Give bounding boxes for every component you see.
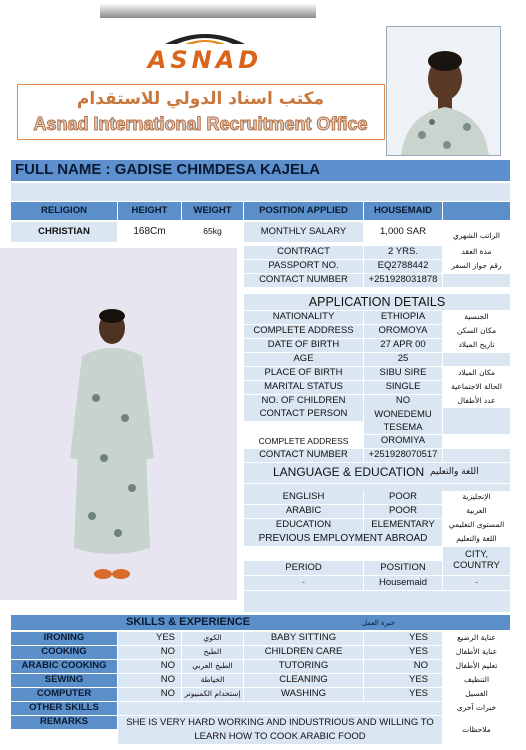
skill-left-label: SEWING	[11, 674, 117, 687]
skill-left-value: NO	[118, 674, 181, 687]
remarks-label: REMARKS	[11, 716, 117, 729]
skill-left-ar: الخياطة	[182, 674, 243, 687]
contact-number-ar	[443, 274, 510, 287]
application-row-ar: تاريخ الميلاد	[458, 340, 495, 350]
contact-number-2-label: CONTACT NUMBER	[244, 449, 363, 462]
contact-person-value: WONEDEMU TESEMA	[364, 408, 442, 434]
skill-left-ar: الكوي	[182, 632, 243, 645]
skills-title-bar	[11, 615, 510, 630]
application-row-label: PLACE OF BIRTH	[244, 367, 363, 380]
period-value: -	[244, 576, 363, 590]
application-row-value: ETHIOPIA	[364, 311, 442, 324]
contact-number-value: +251928031878	[364, 274, 442, 287]
contact-person-label: CONTACT PERSON	[244, 408, 363, 421]
header-religion: RELIGION	[11, 202, 117, 220]
position-value: Housemaid	[364, 576, 442, 590]
previous-employment-ar: اللغة والتعليم	[456, 533, 497, 543]
language-row-ar: الإنجليزية	[462, 492, 491, 502]
previous-employment-label: PREVIOUS EMPLOYMENT ABROAD	[244, 532, 442, 546]
skill-right-value: YES	[364, 674, 442, 687]
skill-right-ar: عناية الأطفال	[455, 647, 498, 657]
height-value: 168Cm	[133, 226, 166, 238]
application-row-value: OROMOYA	[364, 325, 442, 338]
contact-number-2-value: +251928070517	[364, 449, 442, 462]
language-spacer	[244, 484, 510, 491]
header-height: HEIGHT	[118, 202, 181, 220]
application-row-ar: مكان السكن	[456, 326, 497, 336]
skill-right-value: NO	[364, 660, 442, 673]
language-row-label: ENGLISH	[244, 491, 363, 504]
application-row-value: 27 APR 00	[364, 339, 442, 352]
header-position-applied: POSITION APPLIED	[244, 202, 363, 220]
contract-label: CONTRACT	[244, 246, 363, 259]
skill-right-value: YES	[364, 632, 442, 645]
language-row-value: POOR	[364, 505, 442, 518]
skill-right-value: YES	[364, 688, 442, 701]
application-row-value: SIBU SIRE	[364, 367, 442, 380]
monthly-salary-ar: الراتب الشهري	[453, 230, 500, 240]
skill-right-label: CHILDREN CARE	[244, 646, 363, 659]
remarks-ar: ملاحظات	[462, 724, 491, 734]
application-row-label: NO. OF CHILDREN	[244, 395, 363, 408]
header-weight: WEIGHT	[182, 202, 243, 220]
skill-left-value: NO	[118, 660, 181, 673]
skills-title: SKILLS & EXPERIENCE	[126, 616, 251, 628]
skill-left-label: ARABIC COOKING	[11, 660, 117, 673]
full-name-bar	[11, 160, 510, 181]
agency-name-box	[17, 84, 385, 140]
skill-right-ar: عناية الرضيع	[457, 633, 496, 643]
application-row-ar	[443, 353, 510, 366]
skill-right-ar: تعليم الأطفال	[455, 661, 498, 671]
application-row-label: COMPLETE ADDRESS	[244, 325, 363, 338]
skill-left-value: NO	[118, 646, 181, 659]
skill-left-label: COOKING	[11, 646, 117, 659]
other-skills-label: OTHER SKILLS	[11, 702, 117, 715]
header-housemaid: HOUSEMAID	[364, 202, 442, 220]
application-row-value: SINGLE	[364, 381, 442, 394]
monthly-salary-label: MONTHLY SALARY	[244, 222, 363, 242]
language-row-value: ELEMENTARY	[364, 519, 442, 532]
other-skills-ar: خبرات آخرى	[456, 703, 497, 713]
application-row-label: AGE	[244, 353, 363, 366]
logo-text: ASNAD	[147, 46, 263, 74]
experience-filler	[244, 591, 510, 612]
period-col-spacer	[244, 547, 363, 561]
skill-right-label: TUTORING	[244, 660, 363, 673]
application-row-ar: مكان الميلاد	[457, 368, 496, 378]
application-row-value: NO	[364, 395, 442, 408]
city-country-header: CITY, COUNTRY	[443, 547, 510, 575]
application-row-ar: عدد الأطفال	[457, 396, 496, 406]
language-row-label: ARABIC	[244, 505, 363, 518]
language-row-ar: العربية	[466, 506, 487, 516]
religion-value: CHRISTIAN	[11, 222, 117, 242]
logo	[105, 22, 305, 72]
application-row-ar: الجنسية	[464, 312, 489, 322]
spacer-bar	[11, 183, 510, 201]
contact-number-2-ar	[443, 449, 510, 462]
language-title-ar: اللغة والتعليم	[430, 467, 479, 477]
skill-left-label: IRONING	[11, 632, 117, 645]
full-body-photo	[0, 248, 237, 600]
skill-right-label: BABY SITTING	[244, 632, 363, 645]
contract-value: 2 YRS.	[364, 246, 442, 259]
agency-name-ar: مكتب اسناد الدولي للاستقدام	[76, 89, 325, 109]
contact-number-label: CONTACT NUMBER	[244, 274, 363, 287]
passport-ar: رقم جواز السفر	[451, 261, 502, 271]
logo-top-bar	[100, 4, 316, 18]
contact-person-ar	[443, 408, 510, 434]
period-header: PERIOD	[244, 561, 363, 575]
language-row-label: EDUCATION	[244, 519, 363, 532]
language-title: LANGUAGE & EDUCATION	[273, 465, 425, 479]
application-row-label: MARITAL STATUS	[244, 381, 363, 394]
skill-left-ar: الطبخ العربي	[182, 660, 243, 673]
skills-title-ar: خبرة العمل	[362, 619, 395, 627]
full-name: FULL NAME : GADISE CHIMDESA KAJELA	[15, 161, 321, 178]
skill-right-ar: الغسيل	[465, 689, 488, 699]
application-title: APPLICATION DETAILS	[244, 294, 510, 310]
contract-ar: مدة العقد	[461, 247, 492, 257]
skill-left-value: NO	[118, 688, 181, 701]
skill-right-value: YES	[364, 646, 442, 659]
language-row-value: POOR	[364, 491, 442, 504]
application-row-label: NATIONALITY	[244, 311, 363, 324]
agency-name-en: Asnad International Recruitment Office	[33, 114, 368, 134]
application-row-label: DATE OF BIRTH	[244, 339, 363, 352]
other-skills-value	[118, 702, 442, 715]
complete-address-2-label: COMPLETE ADDRESS	[258, 435, 349, 446]
application-row-value: 25	[364, 353, 442, 366]
weight-value: 65kg	[203, 226, 222, 237]
monthly-salary-value: 1,000 SAR	[380, 225, 426, 237]
skill-right-ar: التنظيف	[463, 675, 490, 685]
skill-right-label: WASHING	[244, 688, 363, 701]
portrait-photo	[386, 26, 501, 156]
language-row-ar: المستوى التعليمي	[448, 520, 505, 530]
application-row-ar: الحالة الاجتماعية	[451, 382, 502, 392]
position-header: POSITION	[364, 561, 442, 575]
city-country-value: -	[443, 576, 510, 590]
skill-right-label: CLEANING	[244, 674, 363, 687]
complete-address-2-value: OROMIYA	[364, 435, 442, 448]
skill-left-label: COMPUTER	[11, 688, 117, 701]
header-blank	[443, 202, 510, 220]
skill-left-value: YES	[118, 632, 181, 645]
passport-value: EQ2788442	[364, 260, 442, 273]
passport-label: PASSPORT NO.	[244, 260, 363, 273]
skill-left-ar: إستخدام الكمبيوتر	[182, 688, 243, 701]
skill-left-ar: الطبخ	[182, 646, 243, 659]
remarks-text: SHE IS VERY HARD WORKING AND INDUSTRIOUS AND WILLING TO LEARN HOW TO COOK ARABIC FOOD	[118, 716, 442, 744]
